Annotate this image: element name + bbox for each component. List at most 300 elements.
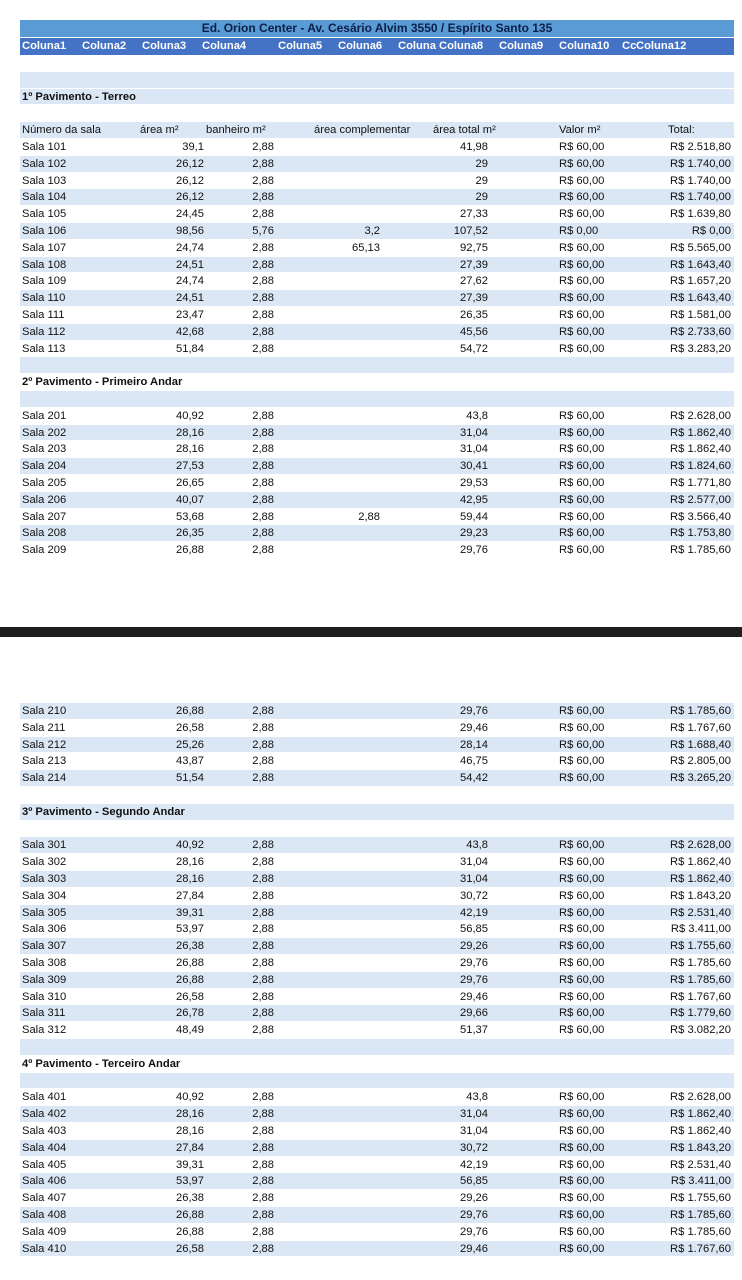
cell-area-total[interactable]: 29,76 [460, 544, 488, 557]
cell-sala[interactable]: Sala 205 [22, 476, 67, 489]
cell-valor[interactable]: R$ 60,00 [559, 990, 605, 1003]
cell-banheiro[interactable]: 2,88 [252, 755, 274, 768]
cell-sala[interactable]: Sala 206 [22, 493, 67, 506]
cell-total[interactable]: R$ 1.862,40 [670, 443, 731, 456]
cell-area-total[interactable]: 42,19 [460, 1158, 488, 1171]
cell-valor[interactable]: R$ 60,00 [559, 174, 605, 187]
cell-banheiro[interactable]: 2,88 [252, 174, 274, 187]
cell-valor[interactable]: R$ 60,00 [559, 1208, 605, 1221]
cell-area[interactable]: 28,16 [176, 443, 204, 456]
cell-banheiro[interactable]: 2,88 [252, 721, 274, 734]
cell-area-total[interactable]: 29,26 [460, 1192, 488, 1205]
cell-area[interactable]: 28,16 [176, 1108, 204, 1121]
cell-area[interactable]: 27,84 [176, 1141, 204, 1154]
cell-sala[interactable]: Sala 107 [22, 241, 67, 254]
cell-total[interactable]: R$ 5.565,00 [670, 241, 731, 254]
cell-total[interactable]: R$ 1.657,20 [670, 275, 731, 288]
cell-banheiro[interactable]: 2,88 [252, 1208, 274, 1221]
cell-area[interactable]: 26,65 [176, 476, 204, 489]
cell-sala[interactable]: Sala 401 [22, 1091, 67, 1104]
cell-total[interactable]: R$ 3.082,20 [670, 1024, 731, 1037]
cell-valor[interactable]: R$ 60,00 [559, 906, 605, 919]
cell-area-total[interactable]: 30,41 [460, 460, 488, 473]
cell-total[interactable]: R$ 3.411,00 [670, 1175, 731, 1188]
cell-valor[interactable]: R$ 60,00 [559, 292, 605, 305]
cell-sala[interactable]: Sala 210 [22, 705, 67, 717]
cell-banheiro[interactable]: 2,88 [252, 1024, 274, 1037]
cell-banheiro[interactable]: 2,88 [252, 426, 274, 439]
cell-total[interactable]: R$ 1.767,60 [670, 990, 731, 1003]
cell-total[interactable]: R$ 3.283,20 [670, 342, 731, 355]
cell-area-total[interactable]: 29,76 [460, 973, 488, 986]
cell-total[interactable]: R$ 1.785,60 [670, 1225, 731, 1238]
cell-sala[interactable]: Sala 402 [22, 1108, 67, 1121]
cell-banheiro[interactable]: 2,88 [252, 527, 274, 540]
cell-banheiro[interactable]: 2,88 [252, 460, 274, 473]
cell-area-total[interactable]: 29,46 [460, 721, 488, 734]
cell-total[interactable]: R$ 2.733,60 [670, 325, 731, 338]
cell-area-total[interactable]: 29,76 [460, 705, 488, 717]
cell-valor[interactable]: R$ 60,00 [559, 772, 605, 785]
column-label[interactable]: Número da sala [22, 124, 101, 137]
cell-sala[interactable]: Sala 103 [22, 174, 67, 187]
cell-total[interactable]: R$ 3.566,40 [670, 510, 731, 523]
cell-area-total[interactable]: 31,04 [460, 872, 488, 885]
cell-banheiro[interactable]: 2,88 [252, 443, 274, 456]
cell-valor[interactable]: R$ 60,00 [559, 721, 605, 734]
cell-area[interactable]: 39,1 [182, 140, 204, 153]
cell-area-total[interactable]: 41,98 [460, 140, 488, 153]
column-header[interactable]: Coluna8 [439, 40, 484, 52]
cell-total[interactable]: R$ 1.755,60 [670, 1192, 731, 1205]
cell-banheiro[interactable]: 2,88 [252, 872, 274, 885]
cell-sala[interactable]: Sala 302 [22, 856, 67, 869]
cell-area[interactable]: 26,35 [176, 527, 204, 540]
cell-area-total[interactable]: 29,76 [460, 956, 488, 969]
cell-area[interactable]: 26,12 [176, 157, 204, 170]
column-header[interactable]: Coluna2 [82, 40, 127, 52]
cell-sala[interactable]: Sala 408 [22, 1208, 67, 1221]
cell-total[interactable]: R$ 1.740,00 [670, 191, 731, 204]
column-header[interactable]: Coluna12 [636, 40, 687, 52]
cell-area-total[interactable]: 29,53 [460, 476, 488, 489]
cell-area[interactable]: 26,58 [176, 990, 204, 1003]
cell-area[interactable]: 26,88 [176, 705, 204, 717]
cell-total[interactable]: R$ 1.862,40 [670, 856, 731, 869]
cell-total[interactable]: R$ 1.843,20 [670, 1141, 731, 1154]
cell-area[interactable]: 48,49 [176, 1024, 204, 1037]
cell-valor[interactable]: R$ 60,00 [559, 476, 605, 489]
cell-total[interactable]: R$ 3.265,20 [670, 772, 731, 785]
cell-complementar[interactable]: 2,88 [358, 510, 380, 523]
cell-sala[interactable]: Sala 113 [22, 342, 66, 355]
cell-banheiro[interactable]: 2,88 [252, 856, 274, 869]
cell-banheiro[interactable]: 2,88 [252, 241, 274, 254]
cell-area-total[interactable]: 42,19 [460, 906, 488, 919]
column-header[interactable]: Coluna1 [22, 40, 67, 52]
cell-sala[interactable]: Sala 409 [22, 1225, 67, 1238]
cell-valor[interactable]: R$ 0,00 [559, 224, 599, 237]
cell-banheiro[interactable]: 2,88 [252, 493, 274, 506]
cell-valor[interactable]: R$ 60,00 [559, 705, 605, 717]
column-header[interactable]: Coluna6 [338, 40, 383, 52]
cell-area-total[interactable]: 42,95 [460, 493, 488, 506]
cell-banheiro[interactable]: 2,88 [252, 1141, 274, 1154]
cell-total[interactable]: R$ 1.862,40 [670, 426, 731, 439]
cell-area[interactable]: 26,78 [176, 1007, 204, 1020]
cell-area-total[interactable]: 29,46 [460, 990, 488, 1003]
cell-area-total[interactable]: 51,37 [460, 1024, 488, 1037]
cell-valor[interactable]: R$ 60,00 [559, 258, 605, 271]
cell-area-total[interactable]: 31,04 [460, 1124, 488, 1137]
cell-area-total[interactable]: 31,04 [460, 1108, 488, 1121]
cell-valor[interactable]: R$ 60,00 [559, 460, 605, 473]
cell-area-total[interactable]: 28,14 [460, 738, 488, 751]
cell-area[interactable]: 26,88 [176, 1225, 204, 1238]
cell-area[interactable]: 42,68 [176, 325, 204, 338]
cell-area[interactable]: 26,88 [176, 956, 204, 969]
cell-valor[interactable]: R$ 60,00 [559, 872, 605, 885]
cell-area[interactable]: 26,38 [176, 1192, 204, 1205]
cell-valor[interactable]: R$ 60,00 [559, 889, 605, 902]
cell-total[interactable]: R$ 3.411,00 [670, 923, 731, 936]
cell-complementar[interactable]: 65,13 [352, 241, 380, 254]
cell-sala[interactable]: Sala 204 [22, 460, 67, 473]
cell-total[interactable]: R$ 1.785,60 [670, 956, 731, 969]
cell-area-total[interactable]: 30,72 [460, 889, 488, 902]
cell-sala[interactable]: Sala 105 [22, 208, 67, 221]
cell-banheiro[interactable]: 2,88 [252, 140, 274, 153]
cell-total[interactable]: R$ 1.740,00 [670, 157, 731, 170]
cell-banheiro[interactable]: 2,88 [252, 1091, 274, 1104]
cell-total[interactable]: R$ 1.740,00 [670, 174, 731, 187]
cell-area-total[interactable]: 26,35 [460, 308, 488, 321]
cell-area-total[interactable]: 56,85 [460, 1175, 488, 1188]
cell-area[interactable]: 24,51 [176, 258, 204, 271]
cell-sala[interactable]: Sala 310 [22, 990, 67, 1003]
cell-area[interactable]: 26,58 [176, 1242, 204, 1255]
cell-area-total[interactable]: 31,04 [460, 426, 488, 439]
cell-total[interactable]: R$ 1.824,60 [670, 460, 731, 473]
cell-total[interactable]: R$ 2.531,40 [670, 906, 731, 919]
cell-sala[interactable]: Sala 104 [22, 191, 67, 204]
cell-total[interactable]: R$ 2.628,00 [670, 1091, 731, 1104]
cell-total[interactable]: R$ 1.862,40 [670, 872, 731, 885]
cell-valor[interactable]: R$ 60,00 [559, 426, 605, 439]
cell-total[interactable]: R$ 2.577,00 [670, 493, 731, 506]
cell-valor[interactable]: R$ 60,00 [559, 1108, 605, 1121]
cell-sala[interactable]: Sala 403 [22, 1124, 67, 1137]
cell-sala[interactable]: Sala 110 [22, 292, 66, 305]
cell-banheiro[interactable]: 2,88 [252, 956, 274, 969]
cell-total[interactable]: R$ 1.688,40 [670, 738, 731, 751]
cell-valor[interactable]: R$ 60,00 [559, 140, 605, 153]
cell-banheiro[interactable]: 2,88 [252, 342, 274, 355]
cell-banheiro[interactable]: 2,88 [252, 940, 274, 953]
cell-banheiro[interactable]: 2,88 [252, 923, 274, 936]
cell-area[interactable]: 51,84 [176, 342, 204, 355]
cell-sala[interactable]: Sala 212 [22, 738, 67, 751]
cell-banheiro[interactable]: 2,88 [252, 1158, 274, 1171]
cell-valor[interactable]: R$ 60,00 [559, 1158, 605, 1171]
column-header[interactable]: Coluna9 [499, 40, 544, 52]
cell-sala[interactable]: Sala 211 [22, 721, 66, 734]
cell-sala[interactable]: Sala 308 [22, 956, 67, 969]
cell-area-total[interactable]: 29,76 [460, 1208, 488, 1221]
column-header[interactable]: Coluna10 [559, 40, 610, 52]
cell-area[interactable]: 24,74 [176, 241, 204, 254]
cell-area[interactable]: 28,16 [176, 856, 204, 869]
cell-valor[interactable]: R$ 60,00 [559, 275, 605, 288]
cell-complementar[interactable]: 3,2 [364, 224, 380, 237]
cell-valor[interactable]: R$ 60,00 [559, 1007, 605, 1020]
cell-valor[interactable]: R$ 60,00 [559, 191, 605, 204]
cell-sala[interactable]: Sala 410 [22, 1242, 67, 1255]
cell-banheiro[interactable]: 2,88 [252, 772, 274, 785]
cell-banheiro[interactable]: 2,88 [252, 1242, 274, 1255]
cell-valor[interactable]: R$ 60,00 [559, 940, 605, 953]
cell-sala[interactable]: Sala 404 [22, 1141, 67, 1154]
cell-banheiro[interactable]: 2,88 [252, 973, 274, 986]
cell-area[interactable]: 24,74 [176, 275, 204, 288]
cell-banheiro[interactable]: 2,88 [252, 409, 274, 422]
cell-sala[interactable]: Sala 112 [22, 325, 66, 338]
column-header[interactable]: Cc [622, 40, 636, 52]
cell-total[interactable]: R$ 1.779,60 [670, 1007, 731, 1020]
cell-total[interactable]: R$ 1.767,60 [670, 721, 731, 734]
cell-banheiro[interactable]: 2,88 [252, 258, 274, 271]
cell-area[interactable]: 26,12 [176, 174, 204, 187]
column-header[interactable]: Coluna [398, 40, 436, 52]
cell-sala[interactable]: Sala 304 [22, 889, 67, 902]
cell-valor[interactable]: R$ 60,00 [559, 510, 605, 523]
cell-total[interactable]: R$ 2.628,00 [670, 839, 731, 852]
cell-area-total[interactable]: 29,66 [460, 1007, 488, 1020]
cell-area-total[interactable]: 29,46 [460, 1242, 488, 1255]
cell-area-total[interactable]: 27,33 [460, 208, 488, 221]
cell-valor[interactable]: R$ 60,00 [559, 755, 605, 768]
cell-area-total[interactable]: 45,56 [460, 325, 488, 338]
cell-banheiro[interactable]: 2,88 [252, 906, 274, 919]
cell-sala[interactable]: Sala 203 [22, 443, 67, 456]
cell-banheiro[interactable]: 2,88 [252, 325, 274, 338]
cell-banheiro[interactable]: 2,88 [252, 839, 274, 852]
cell-area[interactable]: 26,88 [176, 1208, 204, 1221]
cell-valor[interactable]: R$ 60,00 [559, 527, 605, 540]
cell-sala[interactable]: Sala 213 [22, 755, 67, 768]
cell-total[interactable]: R$ 1.639,80 [670, 208, 731, 221]
cell-area[interactable]: 98,56 [176, 224, 204, 237]
column-header[interactable]: Coluna4 [202, 40, 247, 52]
cell-total[interactable]: R$ 1.785,60 [670, 1208, 731, 1221]
cell-area-total[interactable]: 46,75 [460, 755, 488, 768]
cell-valor[interactable]: R$ 60,00 [559, 1175, 605, 1188]
cell-banheiro[interactable]: 2,88 [252, 1124, 274, 1137]
cell-area-total[interactable]: 30,72 [460, 1141, 488, 1154]
cell-banheiro[interactable]: 2,88 [252, 544, 274, 557]
cell-valor[interactable]: R$ 60,00 [559, 308, 605, 321]
cell-banheiro[interactable]: 2,88 [252, 1175, 274, 1188]
cell-valor[interactable]: R$ 60,00 [559, 157, 605, 170]
cell-area[interactable]: 28,16 [176, 872, 204, 885]
cell-sala[interactable]: Sala 106 [22, 224, 67, 237]
cell-total[interactable]: R$ 1.767,60 [670, 1242, 731, 1255]
cell-area-total[interactable]: 31,04 [460, 443, 488, 456]
column-header[interactable]: Coluna3 [142, 40, 187, 52]
cell-banheiro[interactable]: 2,88 [252, 1192, 274, 1205]
cell-valor[interactable]: R$ 60,00 [559, 409, 605, 422]
cell-sala[interactable]: Sala 309 [22, 973, 67, 986]
cell-banheiro[interactable]: 2,88 [252, 510, 274, 523]
cell-total[interactable]: R$ 1.771,80 [670, 476, 731, 489]
cell-area[interactable]: 39,31 [176, 906, 204, 919]
cell-area-total[interactable]: 29 [475, 191, 488, 204]
cell-total[interactable]: R$ 1.785,60 [670, 973, 731, 986]
cell-total[interactable]: R$ 1.755,60 [670, 940, 731, 953]
cell-area-total[interactable]: 27,39 [460, 292, 488, 305]
cell-total[interactable]: R$ 1.862,40 [670, 1108, 731, 1121]
cell-sala[interactable]: Sala 307 [22, 940, 67, 953]
cell-sala[interactable]: Sala 214 [22, 772, 67, 785]
cell-sala[interactable]: Sala 111 [22, 308, 65, 321]
cell-total[interactable]: R$ 1.785,60 [670, 705, 731, 717]
cell-banheiro[interactable]: 2,88 [252, 1007, 274, 1020]
cell-banheiro[interactable]: 2,88 [252, 157, 274, 170]
cell-area[interactable]: 25,26 [176, 738, 204, 751]
cell-total[interactable]: R$ 0,00 [691, 224, 731, 237]
cell-banheiro[interactable]: 2,88 [252, 889, 274, 902]
cell-valor[interactable]: R$ 60,00 [559, 1091, 605, 1104]
cell-area-total[interactable]: 29,26 [460, 940, 488, 953]
cell-valor[interactable]: R$ 60,00 [559, 1242, 605, 1255]
cell-sala[interactable]: Sala 311 [22, 1007, 66, 1020]
cell-valor[interactable]: R$ 60,00 [559, 956, 605, 969]
cell-area[interactable]: 26,12 [176, 191, 204, 204]
cell-banheiro[interactable]: 5,76 [252, 224, 274, 237]
cell-sala[interactable]: Sala 202 [22, 426, 67, 439]
cell-total[interactable]: R$ 1.581,00 [670, 308, 731, 321]
cell-banheiro[interactable]: 2,88 [252, 476, 274, 489]
cell-sala[interactable]: Sala 108 [22, 258, 67, 271]
cell-valor[interactable]: R$ 60,00 [559, 973, 605, 986]
cell-sala[interactable]: Sala 405 [22, 1158, 67, 1171]
cell-area[interactable]: 23,47 [176, 308, 204, 321]
cell-valor[interactable]: R$ 60,00 [559, 1124, 605, 1137]
cell-total[interactable]: R$ 1.785,60 [670, 544, 731, 557]
cell-area-total[interactable]: 92,75 [460, 241, 488, 254]
cell-area[interactable]: 28,16 [176, 426, 204, 439]
cell-sala[interactable]: Sala 201 [22, 409, 67, 422]
cell-sala[interactable]: Sala 208 [22, 527, 67, 540]
cell-area[interactable]: 26,88 [176, 544, 204, 557]
cell-total[interactable]: R$ 1.843,20 [670, 889, 731, 902]
cell-valor[interactable]: R$ 60,00 [559, 1024, 605, 1037]
cell-sala[interactable]: Sala 209 [22, 544, 67, 557]
cell-banheiro[interactable]: 2,88 [252, 990, 274, 1003]
cell-area-total[interactable]: 43,8 [466, 409, 488, 422]
cell-total[interactable]: R$ 1.753,80 [670, 527, 731, 540]
cell-banheiro[interactable]: 2,88 [252, 738, 274, 751]
cell-sala[interactable]: Sala 312 [22, 1024, 67, 1037]
cell-area[interactable]: 51,54 [176, 772, 204, 785]
cell-valor[interactable]: R$ 60,00 [559, 544, 605, 557]
cell-area-total[interactable]: 29,23 [460, 527, 488, 540]
cell-sala[interactable]: Sala 406 [22, 1175, 67, 1188]
cell-area-total[interactable]: 31,04 [460, 856, 488, 869]
cell-area-total[interactable]: 59,44 [460, 510, 488, 523]
cell-banheiro[interactable]: 2,88 [252, 275, 274, 288]
cell-sala[interactable]: Sala 306 [22, 923, 67, 936]
cell-valor[interactable]: R$ 60,00 [559, 1141, 605, 1154]
cell-area-total[interactable]: 29 [475, 174, 488, 187]
cell-area[interactable]: 26,38 [176, 940, 204, 953]
cell-area[interactable]: 53,97 [176, 1175, 204, 1188]
cell-area-total[interactable]: 27,62 [460, 275, 488, 288]
cell-banheiro[interactable]: 2,88 [252, 705, 274, 717]
cell-area[interactable]: 40,07 [176, 493, 204, 506]
cell-area[interactable]: 24,51 [176, 292, 204, 305]
cell-sala[interactable]: Sala 301 [22, 839, 67, 852]
cell-sala[interactable]: Sala 305 [22, 906, 67, 919]
cell-area-total[interactable]: 27,39 [460, 258, 488, 271]
cell-total[interactable]: R$ 1.643,40 [670, 258, 731, 271]
cell-area[interactable]: 39,31 [176, 1158, 204, 1171]
cell-area[interactable]: 24,45 [176, 208, 204, 221]
cell-valor[interactable]: R$ 60,00 [559, 923, 605, 936]
cell-valor[interactable]: R$ 60,00 [559, 1225, 605, 1238]
cell-banheiro[interactable]: 2,88 [252, 308, 274, 321]
cell-area-total[interactable]: 54,42 [460, 772, 488, 785]
cell-area-total[interactable]: 107,52 [453, 224, 488, 237]
cell-sala[interactable]: Sala 207 [22, 510, 67, 523]
cell-banheiro[interactable]: 2,88 [252, 1225, 274, 1238]
cell-area[interactable]: 53,97 [176, 923, 204, 936]
cell-sala[interactable]: Sala 101 [22, 140, 67, 153]
cell-area-total[interactable]: 43,8 [466, 839, 488, 852]
cell-valor[interactable]: R$ 60,00 [559, 839, 605, 852]
cell-area-total[interactable]: 54,72 [460, 342, 488, 355]
cell-sala[interactable]: Sala 407 [22, 1192, 67, 1205]
cell-area[interactable]: 40,92 [176, 409, 204, 422]
cell-banheiro[interactable]: 2,88 [252, 208, 274, 221]
cell-area[interactable]: 53,68 [176, 510, 204, 523]
cell-area[interactable]: 26,58 [176, 721, 204, 734]
cell-total[interactable]: R$ 2.531,40 [670, 1158, 731, 1171]
cell-banheiro[interactable]: 2,88 [252, 191, 274, 204]
cell-total[interactable]: R$ 2.628,00 [670, 409, 731, 422]
cell-area-total[interactable]: 56,85 [460, 923, 488, 936]
cell-area[interactable]: 40,92 [176, 839, 204, 852]
cell-area-total[interactable]: 43,8 [466, 1091, 488, 1104]
cell-valor[interactable]: R$ 60,00 [559, 493, 605, 506]
cell-valor[interactable]: R$ 60,00 [559, 1192, 605, 1205]
cell-banheiro[interactable]: 2,88 [252, 292, 274, 305]
cell-valor[interactable]: R$ 60,00 [559, 443, 605, 456]
cell-valor[interactable]: R$ 60,00 [559, 342, 605, 355]
cell-area[interactable]: 28,16 [176, 1124, 204, 1137]
cell-total[interactable]: R$ 2.805,00 [670, 755, 731, 768]
cell-total[interactable]: R$ 1.862,40 [670, 1124, 731, 1137]
cell-area[interactable]: 43,87 [176, 755, 204, 768]
cell-area[interactable]: 26,88 [176, 973, 204, 986]
cell-valor[interactable]: R$ 60,00 [559, 856, 605, 869]
cell-area[interactable]: 27,84 [176, 889, 204, 902]
cell-sala[interactable]: Sala 109 [22, 275, 67, 288]
cell-area-total[interactable]: 29 [475, 157, 488, 170]
cell-valor[interactable]: R$ 60,00 [559, 325, 605, 338]
cell-area[interactable]: 40,92 [176, 1091, 204, 1104]
cell-sala[interactable]: Sala 102 [22, 157, 67, 170]
